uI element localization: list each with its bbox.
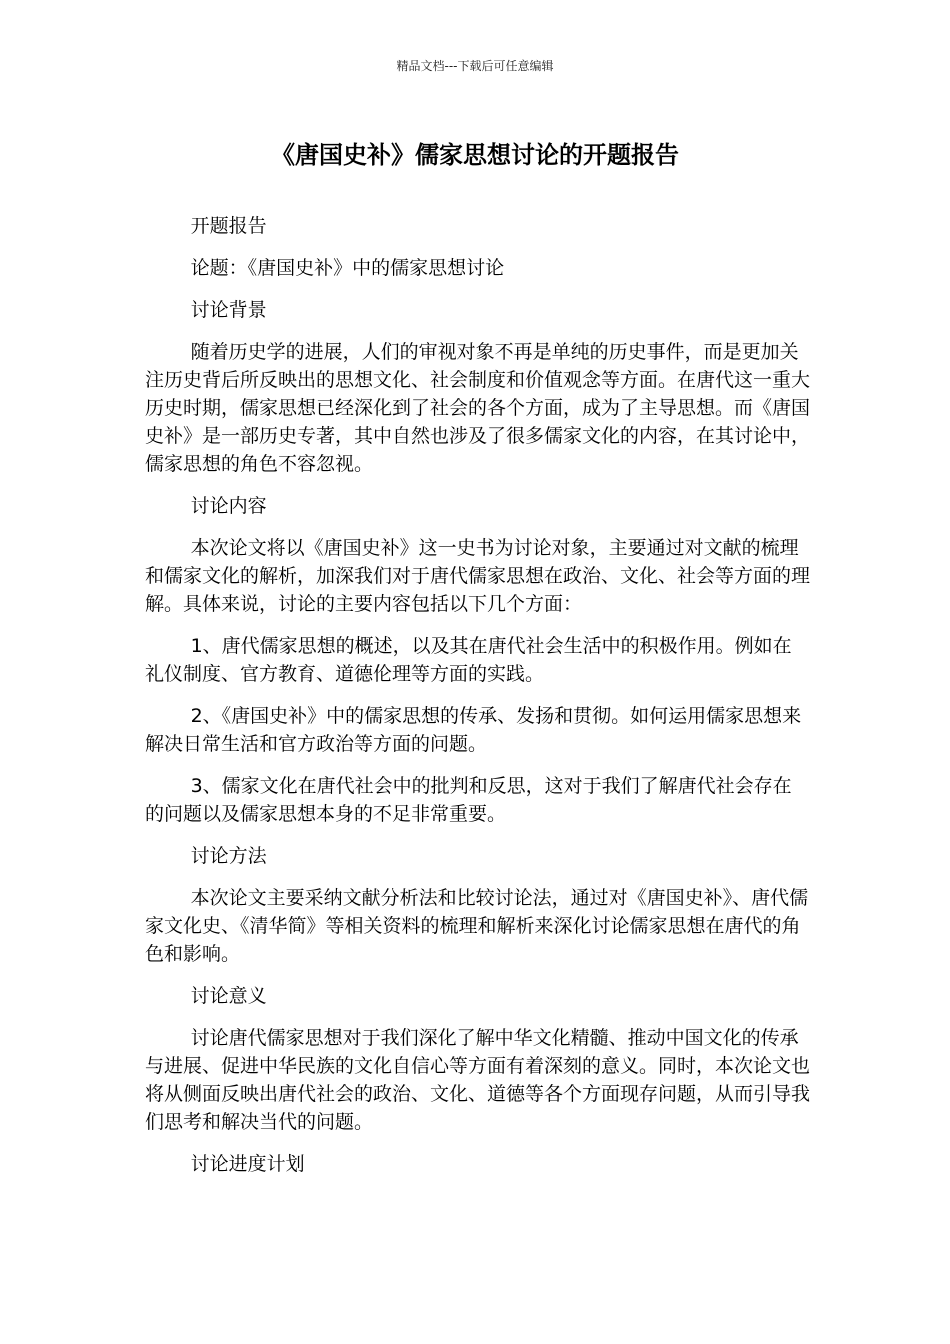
topic-line: 论题：《唐国史补》中的儒家思想讨论 xyxy=(190,257,505,279)
document-title: 《唐国史补》儒家思想讨论的开题报告 xyxy=(271,141,679,169)
header-note: 精品文档---下载后可任意编辑 xyxy=(396,59,554,73)
paragraph-content-intro: 本次论文将以《唐国史补》这一史书为讨论对象，主要通过对文献的梳理和儒家文化的解析，加深我们对于唐代儒家思想在政治、文化、社会等方面的理解。具体来说，讨论的主要内容包括以下几个方面： xyxy=(145,537,811,615)
list-item-1: 1、唐代儒家思想的概述，以及其在唐代社会生活中的积极作用。例如在礼仪制度、官方教育、道德伦理等方面的实践。 xyxy=(145,635,792,685)
document-body xyxy=(145,212,810,1192)
list-item-3: 3、儒家文化在唐代社会中的批判和反思，这对于我们了解唐代社会存在的问题以及儒家思想本身的不足非常重要。 xyxy=(145,775,792,825)
paragraph-method: 本次论文主要采纳文献分析法和比较讨论法，通过对《唐国史补》、唐代儒家文化史、《清华简》等相关资料的梳理和解析来深化讨论儒家思想在唐代的角色和影响。 xyxy=(145,887,809,965)
paragraph-background: 随着历史学的进展，人们的审视对象不再是单纯的历史事件，而是更加关注历史背后所反映出的思想文化、社会制度和价值观念等方面。在唐代这一重大历史时期，儒家思想已经深化到了社会的各个方面，成为了主导思想。而《唐国史补》是一部历史专著，其中自然也涉及了很多儒家文化的内容，在其讨论中，儒家思想的角色不容忽视。 xyxy=(145,341,811,475)
section-heading-background: 讨论背景 xyxy=(190,299,267,321)
section-heading-content: 讨论内容 xyxy=(190,495,267,517)
paragraph-significance: 讨论唐代儒家思想对于我们深化了解中华文化精髓、推动中国文化的传承与进展、促进中华民族的文化自信心等方面有着深刻的意义。同时，本次论文也将从侧面反映出唐代社会的政治、文化、道德等各个方面现存问题，从而引导我们思考和解决当代的问题。 xyxy=(145,1027,811,1133)
list-item-2: 2、《唐国史补》中的儒家思想的传承、发扬和贯彻。如何运用儒家思想来解决日常生活和官方政治等方面的问题。 xyxy=(145,705,802,755)
section-heading-significance: 讨论意义 xyxy=(190,985,267,1007)
section-heading-report: 开题报告 xyxy=(190,215,267,237)
section-heading-method: 讨论方法 xyxy=(190,845,267,867)
section-heading-schedule: 讨论进度计划 xyxy=(190,1153,305,1175)
